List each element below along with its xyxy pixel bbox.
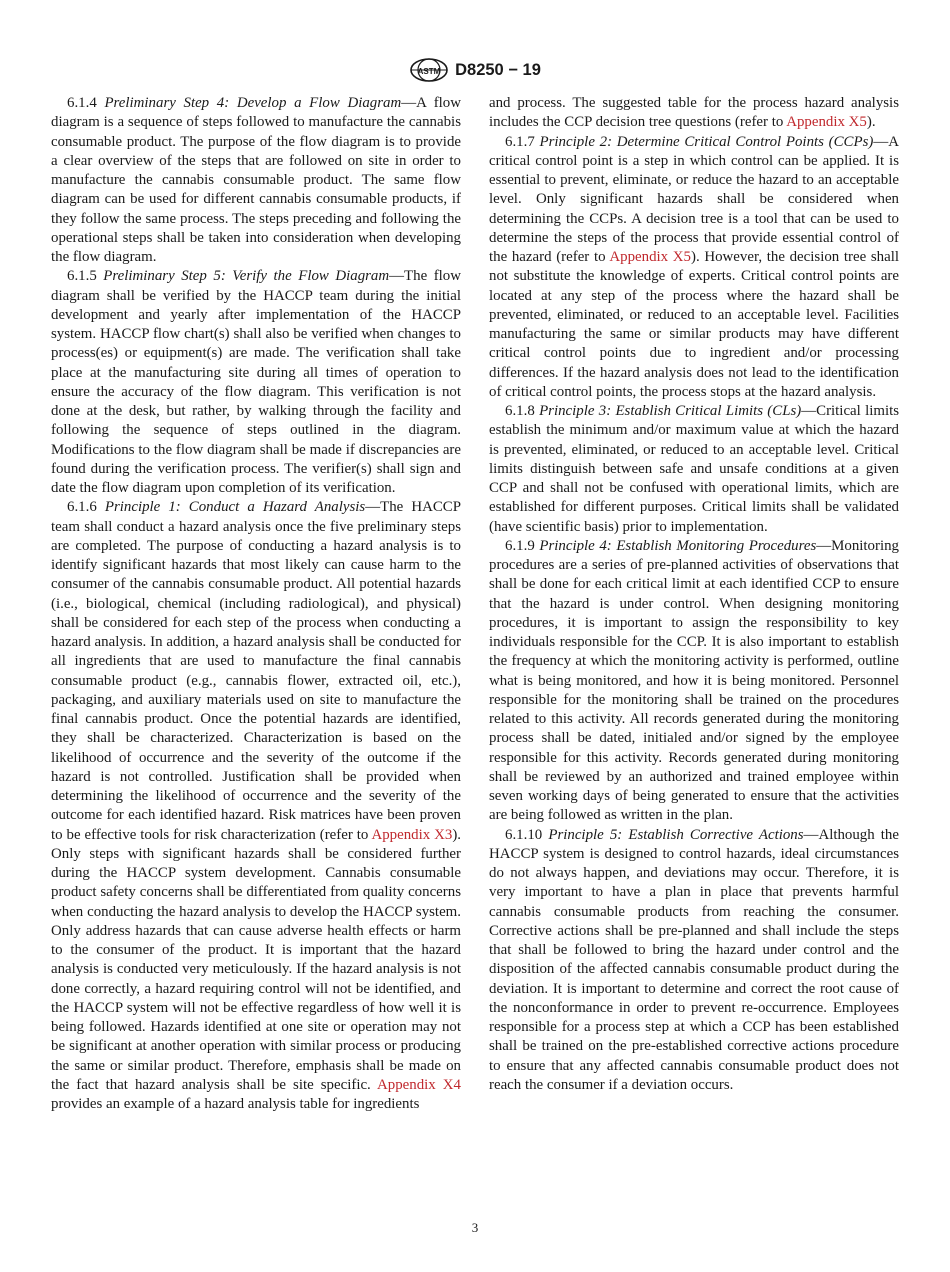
section-title: Principle 5: Establish Corrective Actions bbox=[548, 826, 804, 843]
appendix-x5-link[interactable]: Appendix X5 bbox=[786, 114, 867, 131]
section-body: —The HACCP team shall conduct a hazard analysis once the five preliminary steps are completed. The purpose of conducting a hazard analysis is to identify significant hazards that most likely can cause harm to the consumer of the cannabis consumable product. All potential hazards (i.e., biological, chemical (including radiological), and physical) shall be considered for each step of the process when conducting a hazard analysis. In addition, a hazard analysis shall be conducted for all ingredients that are used to manufacture the final cannabis consumable product (e.g., cannabis flower, extracted oil, etc.), packaging, and auxiliary materials used on site to manufacture the final cannabis product. Once the potential hazards are identified, they shall be characterized. Characterization is based on the likelihood of occurrence and the severity of the outcome if the hazard is not controlled. Justification shall be provided when determining the likelihood of occurrence and the severity of the outcome for each identified hazard. Risk matrices have been proven to be effective tools for risk characterization (refer to bbox=[51, 499, 461, 843]
section-number: 6.1.9 bbox=[505, 537, 540, 554]
section-title: Principle 3: Establish Critical Limits (CLs) bbox=[539, 403, 802, 419]
section-body: —The flow diagram shall be verified by the HACCP team during the initial development and yearly after implementation of the HACCP system. HACCP flow chart(s) shall also be verified when changes to process(es) or equipment(s) are made. The verification shall take place at the manufacturing site during all times of operation to ensure the accuracy of the flow diagram. This verification is not done at the desk, but rather, by walking through the facility and following the sequence of steps outlined in the diagram. Modifications to the flow diagram shall be made if discrepancies are found during the verification process. The verifier(s) shall sign and date the flow diagram upon completion of its verification. bbox=[51, 268, 461, 496]
page-header bbox=[0, 56, 950, 84]
section-number: 6.1.6 bbox=[67, 499, 105, 516]
section-6-1-4 bbox=[51, 94, 461, 267]
section-body: ). However, the decision tree shall not substitute the knowledge of experts. Critical control points are located at any step of the process where the hazard shall be prevented, eliminated, or reduced to an acceptable level. Facilities manufacturing the same or similar products may have different critical control points due to ingredient and/or processing differences. If the hazard analysis does not lead to the identification of critical control points, the process stops at the hazard analysis. bbox=[489, 249, 900, 400]
appendix-x3-link[interactable]: Appendix X3 bbox=[371, 826, 453, 843]
section-body: provides an example of a hazard analysis table for ingredients bbox=[51, 1096, 420, 1112]
section-6-1-6-continued bbox=[489, 94, 899, 133]
appendix-x5-link[interactable]: Appendix X5 bbox=[609, 249, 691, 265]
section-6-1-10 bbox=[489, 826, 899, 1096]
section-body: —Monitoring procedures are a series of pre-planned activities of observations that shall be done for each critical limit at each identified CCP to ensure that the hazard is under control. When designing monitoring procedures, it is important to assign the responsibility to key individuals responsible for the CCP. It is also important to establish the frequency at which the monitoring activity is performed, outline what is being monitored, and how it is being monitored. Personnel responsible for the monitoring shall be trained on the procedures related to this activity. All records generated during the monitoring process shall be dated, initialed and/or signed by the employee responsible for this activity. Records generated during monitoring shall be reviewed by an authorized and trained employee within seven working days of being generated to ensure that the activities are being followed as written in the plan. bbox=[489, 537, 899, 824]
section-title: Principle 4: Establish Monitoring Procedures bbox=[539, 537, 817, 554]
astm-logo-icon bbox=[409, 57, 449, 83]
standard-designation: D8250 − 19 bbox=[455, 60, 541, 79]
section-body: ). bbox=[866, 114, 876, 131]
section-body: —A flow diagram is a sequence of steps followed to manufacture the cannabis consumable product. The purpose of the flow diagram is to provide a clear overview of the steps that are followed on site in order to manufacture the cannabis consumable product. The same flow diagram can be used for different cannabis consumable products, if they follow the same process. The steps preceding and following the operational steps shall be taken into consideration when developing the flow diagram. bbox=[51, 95, 461, 265]
section-title: Principle 2: Determine Critical Control Points (CCPs) bbox=[539, 133, 874, 150]
left-column bbox=[51, 94, 461, 1114]
page-number: 3 bbox=[471, 1220, 479, 1235]
section-body: —Although the HACCP system is designed to control hazards, ideal circumstances do not always happen, and deviations may occur. Therefore, it is very important to have a plan in place that prevents harmful cannabis consumable products from reaching the consumer. Corrective actions shall be pre-planned and shall include the steps that shall be followed to bring the hazard under control and the disposition of the affected cannabis consumable product during the deviation. It is important to determine and correct the root cause of the nonconformance in order to prevent re-occurrence. Employees responsible for a process step at which a CCP has been established shall be trained on the pre-established corrective actions procedure to ensure that any affected cannabis consumable product does not reach the consumer if a deviation occurs. bbox=[489, 826, 899, 1093]
section-title: Principle 1: Conduct a Hazard Analysis bbox=[104, 499, 366, 516]
section-body: —Critical limits establish the minimum and/or maximum value at which the hazard is prevented, eliminated, or reduced to an acceptable level. Critical limits distinguish between safe and unsafe conditions at a given CCP and shall not be confused with operational limits, which are established for different purposes. Critical limits shall be validated (have scientific basis) prior to implementation. bbox=[489, 403, 900, 535]
section-6-1-9 bbox=[489, 537, 899, 826]
section-number: 6.1.8 bbox=[505, 403, 540, 419]
section-body: ). Only steps with significant hazards shall be considered further during the HACCP system development. Cannabis consumable product safety concerns shall be differentiated from quality concerns when conducting the hazard analysis to develop the HACCP system. Only address hazards that can cause adverse health effects or harm to the consumer of the product. It is important that the hazard analysis is conducted very meticulously. If the hazard analysis is not done correctly, a hazard requiring control will not be identified, and the HACCP system will not be effective regardless of how well it is being followed. Hazards identified at one site or operation may not be significant at another operation with similar process or producing the same or similar product. Therefore, emphasis shall be made on the fact that hazard analysis shall be site specific. bbox=[51, 826, 462, 1093]
right-column bbox=[489, 94, 899, 1095]
section-number: 6.1.10 bbox=[505, 826, 549, 843]
section-number: 6.1.4 bbox=[67, 95, 105, 111]
section-number: 6.1.5 bbox=[67, 268, 104, 285]
section-number: 6.1.7 bbox=[505, 133, 540, 150]
section-6-1-8 bbox=[489, 402, 899, 537]
section-6-1-7 bbox=[489, 133, 899, 403]
appendix-x4-link[interactable]: Appendix X4 bbox=[377, 1076, 461, 1093]
section-body: and process. The suggested table for the process hazard analysis includes the CCP decision tree questions (refer to bbox=[489, 95, 899, 131]
section-body: —A critical control point is a step in which control can be applied. It is essential to prevent, eliminate, or reduce the hazard to an acceptable level. Only significant hazards shall be considered when determining the CCPs. A decision tree is a tool that can be used to determine the steps of the process that provide essential control of the hazard (refer to bbox=[489, 133, 899, 265]
section-title: Preliminary Step 4: Develop a Flow Diagram bbox=[104, 95, 402, 111]
logo-text: ASTM bbox=[417, 67, 441, 76]
section-6-1-5 bbox=[51, 267, 461, 498]
section-title: Preliminary Step 5: Verify the Flow Diagram bbox=[103, 268, 390, 285]
section-6-1-6 bbox=[51, 498, 461, 1114]
